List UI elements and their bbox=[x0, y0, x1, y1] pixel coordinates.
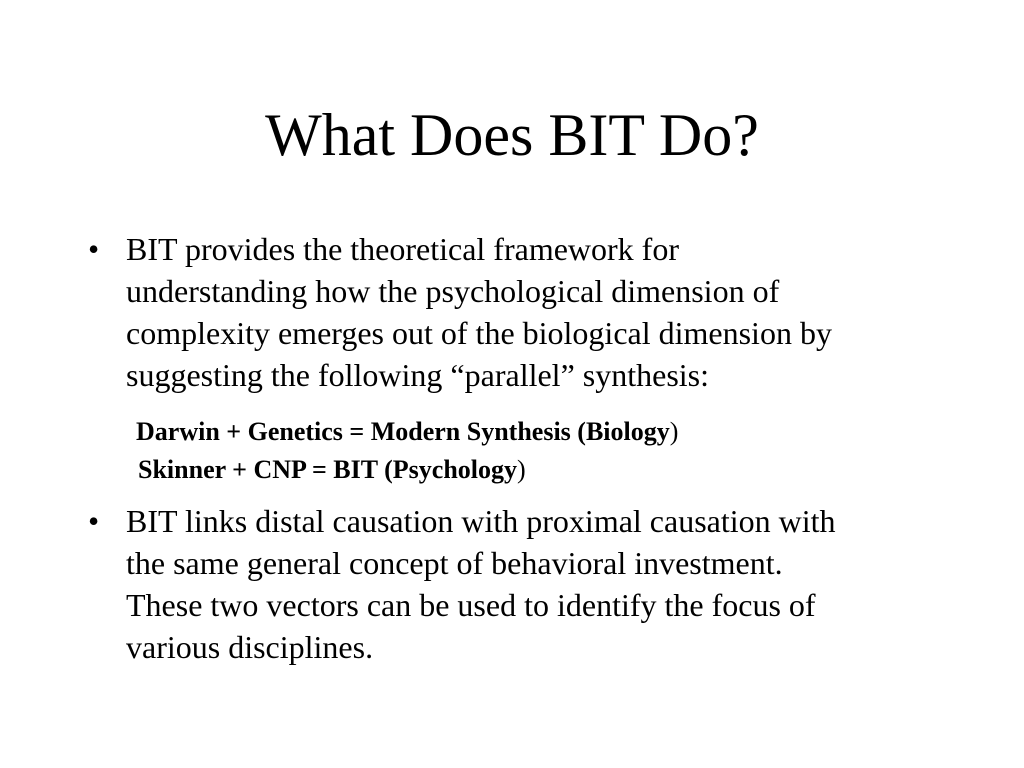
bullet-text-line: understanding how the psychological dimension of bbox=[126, 273, 780, 309]
slide-title: What Does BIT Do? bbox=[265, 102, 759, 168]
bullet-icon: • bbox=[88, 231, 100, 267]
formula-text: Skinner + CNP = BIT (Psychology bbox=[138, 455, 518, 484]
bullet-text-line: complexity emerges out of the biological dimension by bbox=[126, 315, 832, 351]
formula-close-paren: ) bbox=[669, 417, 679, 446]
bullet-item-2 bbox=[80, 500, 1020, 668]
formula-biology bbox=[136, 414, 678, 450]
formula-psychology bbox=[138, 452, 526, 488]
bullet-text-line: suggesting the following “parallel” synthesis: bbox=[126, 357, 709, 393]
formula-text: Darwin + Genetics = Modern Synthesis (Biology bbox=[136, 417, 670, 446]
bullet-text-line: BIT provides the theoretical framework for bbox=[126, 231, 679, 267]
formula-close-paren: ) bbox=[517, 455, 526, 484]
bullet-text-line: various disciplines. bbox=[126, 629, 374, 665]
bullet-text-line: These two vectors can be used to identify the focus of bbox=[126, 587, 816, 623]
bullet-text-line: the same general concept of behavioral investment. bbox=[126, 545, 783, 581]
bullet-item-1 bbox=[80, 228, 1020, 396]
bullet-icon: • bbox=[88, 503, 100, 539]
bullet-text-line: BIT links distal causation with proximal causation with bbox=[126, 503, 836, 539]
